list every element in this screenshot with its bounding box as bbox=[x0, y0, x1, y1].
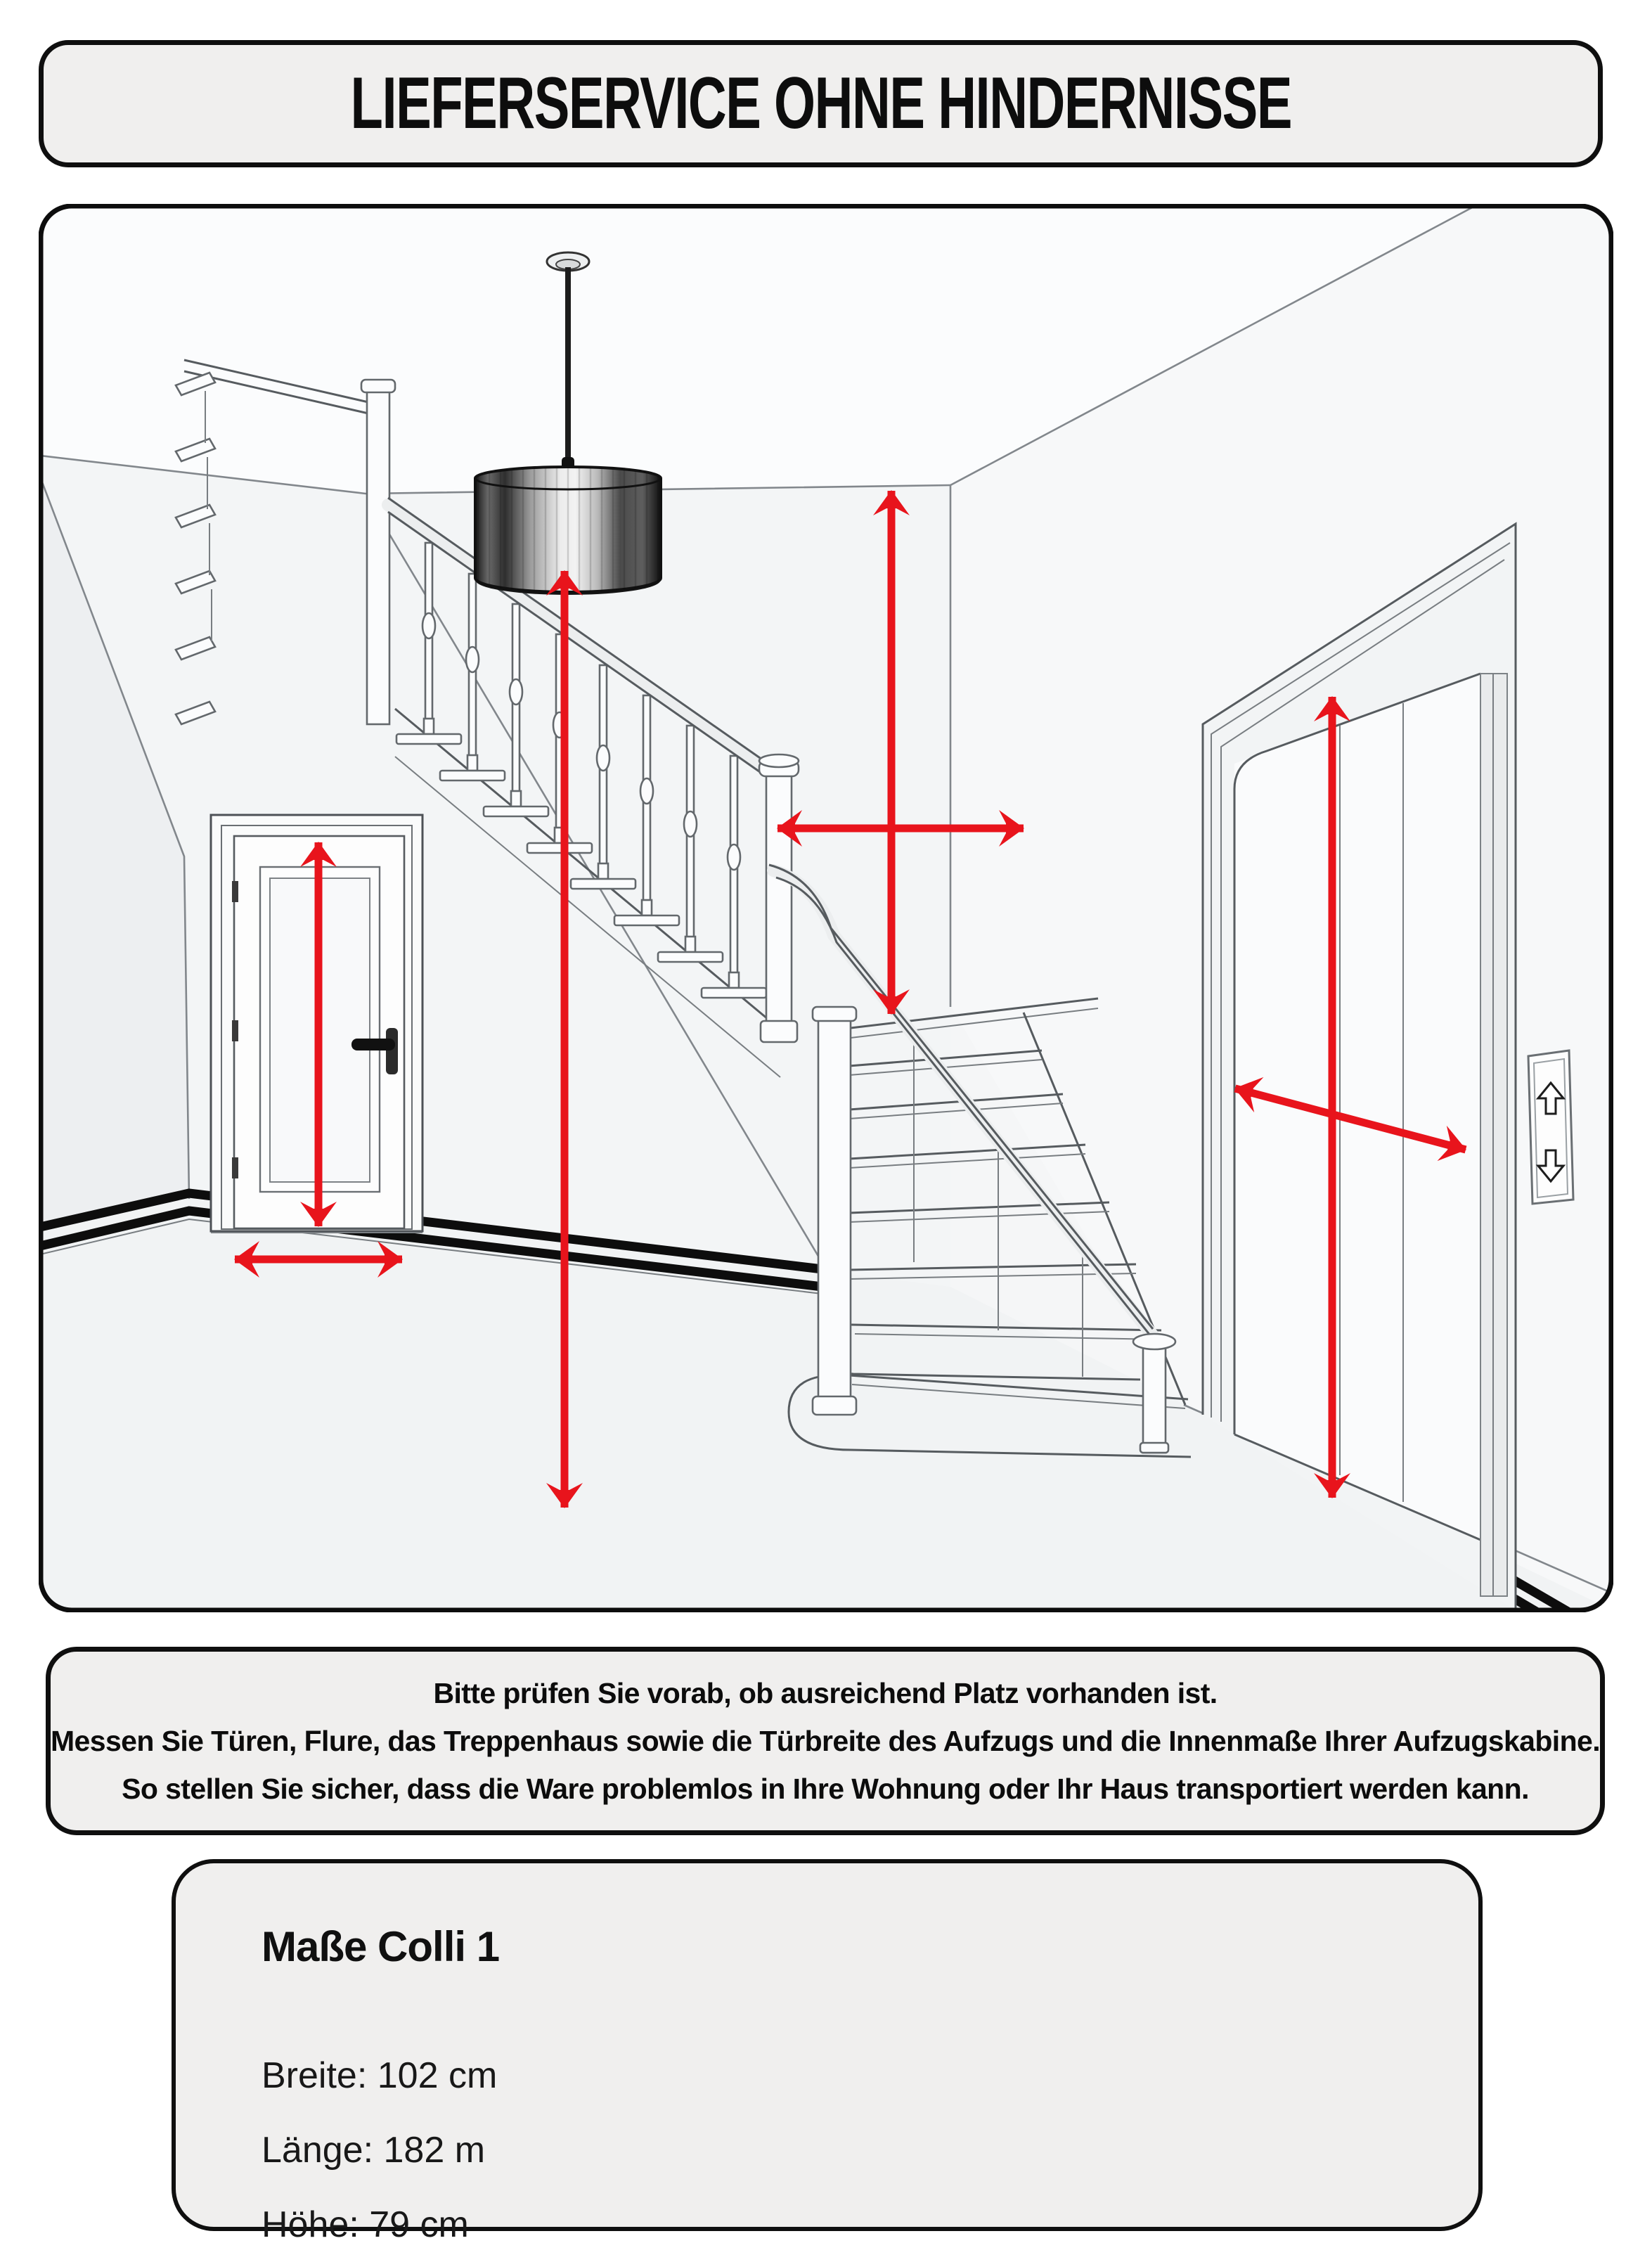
dimension-length: Länge: 182 m bbox=[262, 2130, 486, 2171]
dimension-height: Höhe: 79 cm bbox=[262, 2204, 469, 2245]
notice-line-2: Messen Sie Türen, Flure, das Treppenhaus sowie die Türbreite des Aufzugs und die Innenmaße Ihrer Aufzugskabine. bbox=[50, 1724, 1601, 1757]
hallway-illustration bbox=[39, 204, 1613, 1612]
notice-line-3: So stellen Sie sicher, dass die Ware problemlos in Ihre Wohnung oder Ihr Haus transportiert werden kann. bbox=[122, 1772, 1529, 1805]
page-title: LIEFERSERVICE OHNE HINDERNISSE bbox=[350, 63, 1291, 144]
stair-floor-post bbox=[813, 1007, 856, 1415]
package-dimensions-box bbox=[172, 1859, 1483, 2245]
door-hinge-icon bbox=[232, 881, 238, 902]
door-hinge-icon bbox=[232, 1020, 238, 1041]
hallway-illustration-svg bbox=[39, 204, 1613, 1612]
dimension-width: Breite: 102 cm bbox=[262, 2055, 498, 2096]
package-title: Maße Colli 1 bbox=[262, 1923, 500, 1970]
door-hinge-icon bbox=[232, 1157, 238, 1178]
elevator-call-panel bbox=[1528, 1050, 1573, 1204]
header-banner bbox=[39, 40, 1603, 167]
package-dimension-list bbox=[262, 2038, 1478, 2262]
notice-box bbox=[46, 1647, 1605, 1835]
notice-line-1: Bitte prüfen Sie vorab, ob ausreichend Platz vorhanden ist. bbox=[433, 1676, 1218, 1709]
